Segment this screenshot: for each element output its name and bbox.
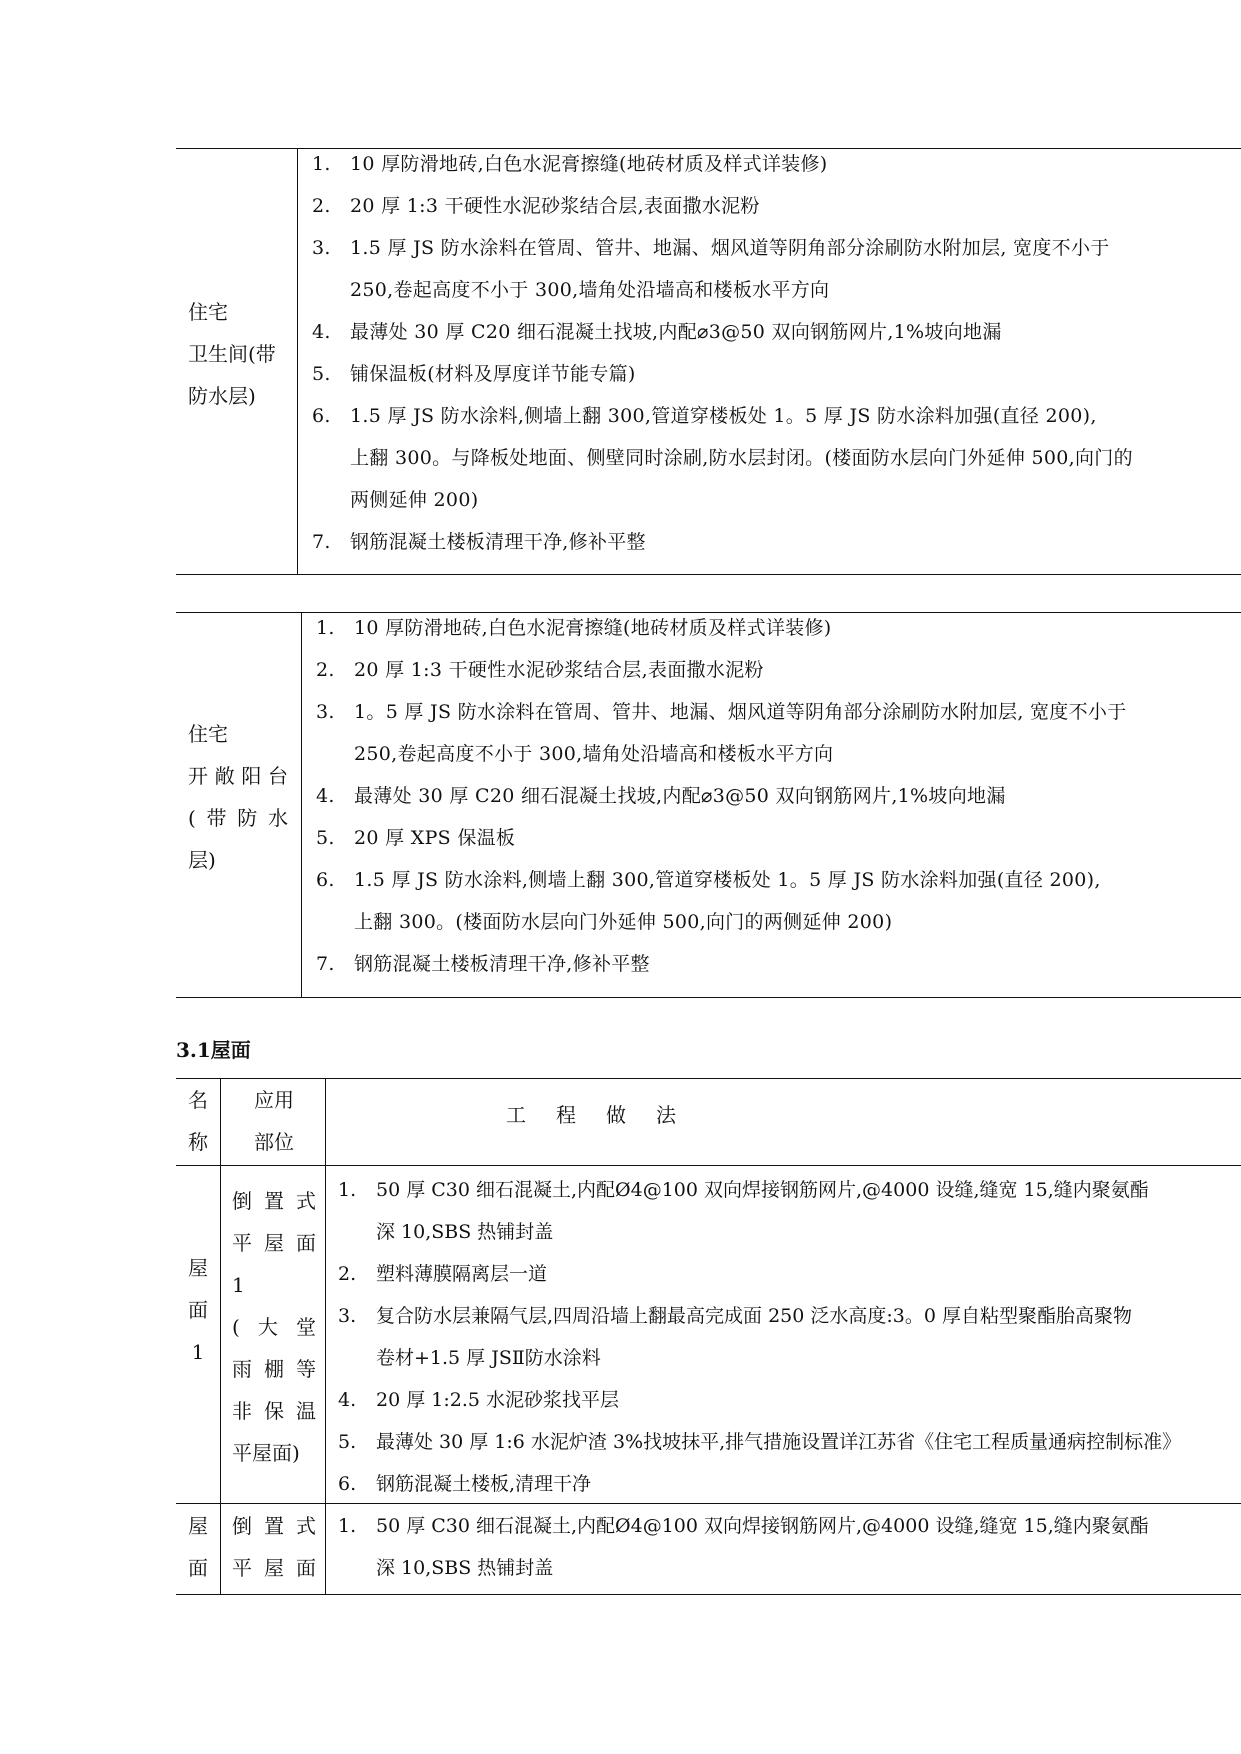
list-item-continuation: 250,卷起高度不小于 300,墙角处沿墙高和楼板水平方向 <box>350 279 830 301</box>
row-name: 屋 面 <box>188 1514 208 1580</box>
label-line: 卫生间(带 <box>188 342 276 366</box>
list-item: 4. 最薄处 30 厚 C20 细石混凝土找坡,内配⌀3@50 双向钢筋网片,1%坡向地漏 <box>312 321 1002 343</box>
section-title: 屋面 <box>210 1038 251 1062</box>
section-number: 3.1 <box>176 1038 211 1062</box>
list-item: 5. 铺保温板(材料及厚度详节能专篇) <box>312 363 636 385</box>
label-line: 住宅 <box>188 722 228 746</box>
list-item: 1. 10 厚防滑地砖,白色水泥膏擦缝(地砖材质及样式详装修) <box>312 153 828 175</box>
label-line: 层) <box>188 848 216 872</box>
row-application: 倒置式 平屋面 <box>232 1514 316 1580</box>
header-name: 名 称 <box>188 1088 208 1154</box>
list-item-continuation: 卷材+1.5 厚 JSⅡ防水涂料 <box>376 1347 601 1369</box>
list-item: 1. 50 厚 C30 细石混凝土,内配Ø4@100 双向焊接钢筋网片,@4000 设缝,缝宽 15,缝内聚氨酯 <box>338 1515 1149 1537</box>
floor-table-bathroom <box>176 148 1241 575</box>
list-item-continuation: 250,卷起高度不小于 300,墙角处沿墙高和楼板水平方向 <box>354 743 834 765</box>
column-divider <box>220 1079 221 1594</box>
section-heading <box>176 1034 251 1063</box>
list-item-continuation: 上翻 300。与降板处地面、侧壁同时涂刷,防水层封闭。(楼面防水层向门外延伸 500,向门的 <box>350 447 1133 469</box>
floor-table-balcony <box>176 612 1241 998</box>
list-item: 6. 1.5 厚 JS 防水涂料,侧墙上翻 300,管道穿楼板处 1。5 厚 JS 防水涂料加强(直径 200), <box>316 869 1101 891</box>
label-line: (带防水 <box>188 806 288 830</box>
list-item-continuation: 上翻 300。(楼面防水层向门外延伸 500,向门的两侧延伸 200) <box>354 911 893 933</box>
list-item: 3. 1.5 厚 JS 防水涂料在管周、管井、地漏、烟风道等阴角部分涂刷防水附加层, 宽度不小于 <box>312 237 1110 259</box>
list-item: 7. 钢筋混凝土楼板清理干净,修补平整 <box>316 953 650 975</box>
label-line: 住宅 <box>188 300 228 324</box>
row-label-cell <box>176 149 298 574</box>
list-item: 3. 1。5 厚 JS 防水涂料在管周、管井、地漏、烟风道等阴角部分涂刷防水附加层, 宽度不小于 <box>316 701 1127 723</box>
row-divider <box>176 1165 1241 1166</box>
row-label <box>188 713 288 881</box>
list-item: 5. 20 厚 XPS 保温板 <box>316 827 516 849</box>
method-list <box>302 613 1241 997</box>
list-item-continuation: 两侧延伸 200) <box>350 489 479 511</box>
list-item: 7. 钢筋混凝土楼板清理干净,修补平整 <box>312 531 646 553</box>
list-item: 2. 塑料薄膜隔离层一道 <box>338 1263 548 1285</box>
list-item: 4. 最薄处 30 厚 C20 细石混凝土找坡,内配⌀3@50 双向钢筋网片,1%坡向地漏 <box>316 785 1006 807</box>
list-item: 6. 钢筋混凝土楼板,清理干净 <box>338 1473 592 1495</box>
method-list <box>298 149 1241 574</box>
roof-table <box>176 1078 1241 1595</box>
list-item-continuation: 深 10,SBS 热铺封盖 <box>376 1557 554 1579</box>
row-application: 倒置式 平屋面 1 (大堂 雨棚等 非保温 平屋面) <box>232 1189 316 1465</box>
list-item: 6. 1.5 厚 JS 防水涂料,侧墙上翻 300,管道穿楼板处 1。5 厚 JS 防水涂料加强(直径 200), <box>312 405 1097 427</box>
label-line: 开敞阳台 <box>188 764 288 788</box>
header-application: 应用 部位 <box>254 1088 294 1154</box>
label-line: 防水层) <box>188 384 256 408</box>
list-item: 2. 20 厚 1:3 干硬性水泥砂浆结合层,表面撒水泥粉 <box>316 659 764 681</box>
row-label-cell <box>176 613 302 997</box>
list-item: 1. 50 厚 C30 细石混凝土,内配Ø4@100 双向焊接钢筋网片,@4000 设缝,缝宽 15,缝内聚氨酯 <box>338 1179 1149 1201</box>
list-item: 1. 10 厚防滑地砖,白色水泥膏擦缝(地砖材质及样式详装修) <box>316 617 832 639</box>
list-item-continuation: 深 10,SBS 热铺封盖 <box>376 1221 554 1243</box>
list-item: 5. 最薄处 30 厚 1:6 水泥炉渣 3%找坡抹平,排气措施设置详江苏省《住宅工程质量通病控制标准》 <box>338 1431 1182 1453</box>
list-item: 2. 20 厚 1:3 干硬性水泥砂浆结合层,表面撒水泥粉 <box>312 195 760 217</box>
list-item: 4. 20 厚 1:2.5 水泥砂浆找平层 <box>338 1389 620 1411</box>
list-item: 3. 复合防水层兼隔气层,四周沿墙上翻最高完成面 250 泛水高度:3。0 厚自粘型聚酯胎高聚物 <box>338 1305 1133 1327</box>
row-divider <box>176 1503 1241 1504</box>
row-label <box>188 291 276 417</box>
row-name: 屋 面 1 <box>188 1256 208 1364</box>
column-divider <box>325 1079 326 1594</box>
header-method: 工程做法 <box>506 1103 706 1127</box>
